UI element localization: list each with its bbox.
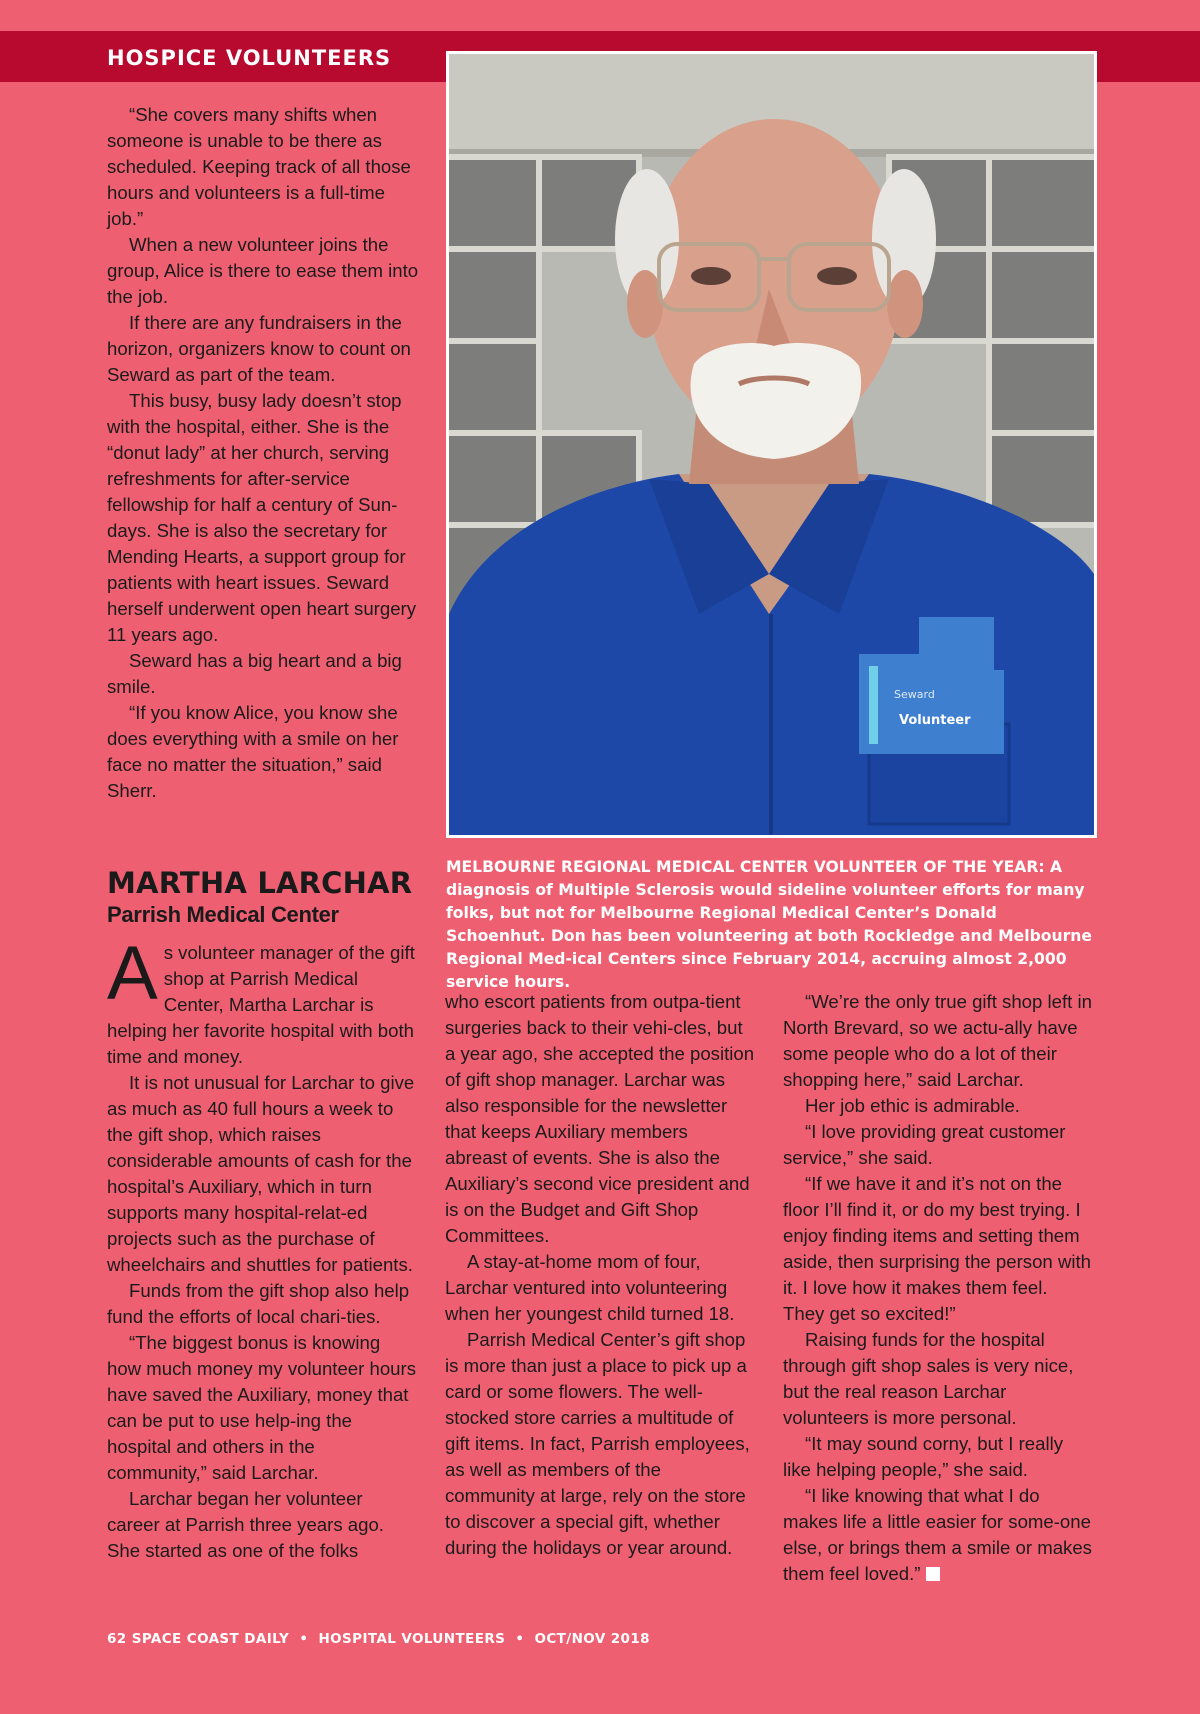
paragraph: Funds from the gift shop also help fund the efforts of local chari-ties.	[107, 1280, 410, 1327]
paragraph: It is not unusual for Larchar to give as much as 40 full hours a week to the gift shop, which raises considerable amounts of cash for the hospital’s Auxiliary, which in turn supports many hospital-relat-ed projects such as the purchase of wheelchairs and shuttles for patients.	[107, 1072, 415, 1275]
bullet-icon: •	[515, 1631, 525, 1647]
final-paragraph-text: “I like knowing that what I do makes life a little easier for some-one else, or brings them a smile or makes them feel loved.”	[783, 1485, 1092, 1584]
paragraph: “It may sound corny, but I really like helping people,” she said.	[783, 1433, 1064, 1480]
story-column-middle	[445, 989, 755, 1561]
paragraph: Seward has a big heart and a big smile.	[107, 650, 402, 697]
section-title: HOSPICE VOLUNTEERS	[107, 46, 392, 70]
story-subtitle: Parrish Medical Center	[107, 902, 339, 927]
lead-paragraph	[107, 931, 419, 1070]
badge-role: Volunteer	[899, 713, 971, 728]
paragraph: Larchar began her volunteer career at Parrish three years ago. She started as one of the folks	[107, 1488, 384, 1561]
photo-caption	[446, 856, 1100, 994]
paragraph: Parrish Medical Center’s gift shop is more than just a place to pick up a card or some flowers. The well-stocked store carries a multitude of gift items. In fact, Parrish employees, as well as members of the community at large, rely on the store to discover a special gift, whether during the holidays or year around.	[445, 1329, 750, 1558]
story-title: MARTHA LARCHAR	[107, 866, 413, 900]
badge-name: Seward	[894, 688, 935, 701]
caption-heading: MELBOURNE REGIONAL MEDICAL CENTER VOLUNTEER OF THE YEAR:	[446, 858, 1045, 876]
paragraph: If there are any fundraisers in the horizon, organizers know to count on Seward as part of the team.	[107, 312, 411, 385]
paragraph: Raising funds for the hospital through gift shop sales is very nice, but the real reason Larchar volunteers is more personal.	[783, 1329, 1074, 1428]
bullet-icon: •	[299, 1631, 309, 1647]
publication-name: SPACE COAST DAILY	[131, 1631, 290, 1647]
paragraph: who escort patients from outpa-tient surgeries back to their vehi-cles, but a year ago, she accepted the position of gift shop manager. Larchar was also responsible for the newsletter that keeps Auxiliary members abreast of events. She is also the Auxiliary’s second vice president and is on the Budget and Gift Shop Committees.	[445, 991, 755, 1246]
lead-paragraph-text: s volunteer manager of the gift shop at Parrish Medical Center, Martha Larchar is helping her favorite hospital with both time and money.	[107, 942, 415, 1067]
previous-story-column	[107, 102, 419, 804]
paragraph: A stay-at-home mom of four, Larchar ventured into volunteering when her youngest child turned 18.	[445, 1251, 735, 1324]
portrait-illustration	[449, 54, 1094, 835]
story-column-left	[107, 931, 419, 1564]
volunteer-photo	[446, 51, 1097, 838]
page-number: 62	[107, 1631, 127, 1647]
story-column-right	[783, 989, 1093, 1587]
paragraph: “The biggest bonus is knowing how much money my volunteer hours have saved the Auxiliary, money that can be put to use help-ing the hospital and others in the community,” said Larchar.	[107, 1332, 417, 1483]
paragraph: “If we have it and it’s not on the floor I’ll find it, or do my best trying. I enjoy finding items and setting them aside, then surprising the person with it. I love how it makes them feel. They get so excited!”	[783, 1173, 1092, 1324]
paragraph: This busy, busy lady doesn’t stop with the hospital, either. She is the “donut lady” at her church, serving refreshments for after-service fellowship for half a century of Sun-days. She is also the secretary for Mending Hearts, a support group for patients with heart issues. Seward herself underwent open heart surgery 11 years ago.	[107, 390, 417, 645]
paragraph: Her job ethic is admirable.	[805, 1095, 1020, 1116]
paragraph: “We’re the only true gift shop left in North Brevard, so we actu-ally have some people who do a lot of their shopping here,” said Larchar.	[783, 991, 1092, 1090]
caption-text: A diagnosis of Multiple Sclerosis would sideline volunteer efforts for many folks, but not for Melbourne Regional Medical Center’s Donald Schoenhut. Don has been volunteering at both Rockledge and Melbourne Regional Med-ical Centers since February 2014, accruing almost 2,000 service hours.	[446, 858, 1092, 991]
paragraph: “She covers many shifts when someone is unable to be there as scheduled. Keeping track of all those hours and volunteers is a full-time job.”	[107, 104, 411, 229]
paragraph: When a new volunteer joins the group, Alice is there to ease them into the job.	[107, 234, 419, 307]
footer-section: HOSPITAL VOLUNTEERS	[318, 1631, 506, 1647]
final-paragraph	[783, 1483, 1093, 1587]
drop-cap: A	[107, 931, 158, 1016]
page-footer	[107, 1631, 650, 1647]
issue-date: OCT/NOV 2018	[534, 1631, 650, 1647]
paragraph: “I love providing great customer service,” she said.	[783, 1121, 1066, 1168]
paragraph: “If you know Alice, you know she does everything with a smile on her face no matter the situation,” said Sherr.	[107, 702, 399, 801]
end-mark-icon	[926, 1567, 940, 1581]
